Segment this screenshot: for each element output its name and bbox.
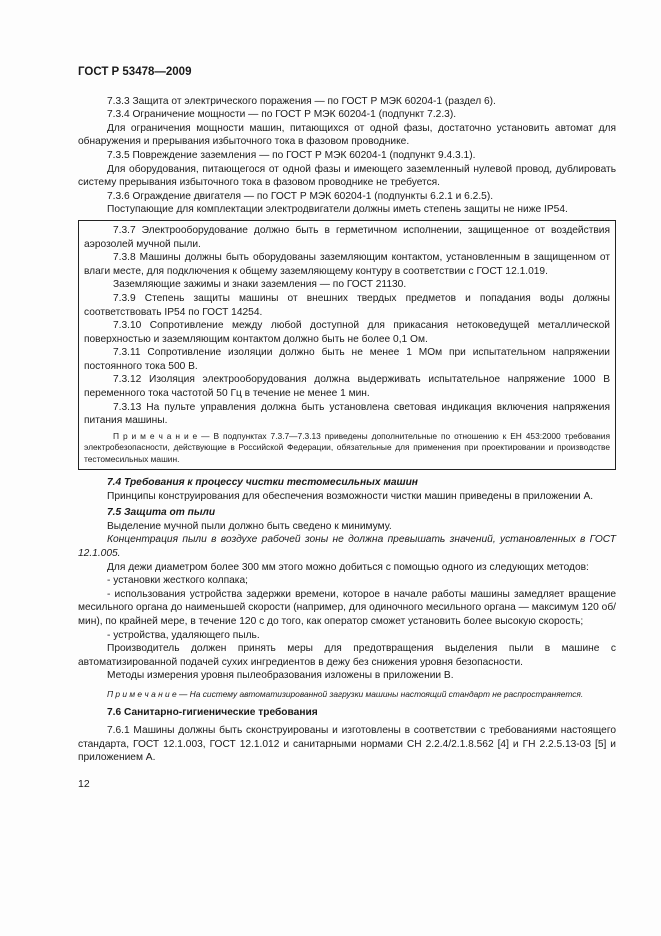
- clause-7-3-3: 7.3.3 Защита от электрического поражения — по ГОСТ Р МЭК 60204-1 (раздел 6).: [107, 95, 496, 107]
- box-note-label: П р и м е ч а н и е: [113, 430, 198, 441]
- clause-7-3-8: 7.3.8 Машины должны быть оборудованы заземляющим контактом, установленным в защищенном от влаги месте, для подключения к общему заземляющему контуру в соответствии с ГОСТ 12.1.019.: [84, 252, 610, 277]
- section-7-5-title: 7.5 Защита от пыли: [107, 507, 216, 519]
- note-text: — На систему автоматизированной загрузки машины настоящий стандарт не распространяется.: [176, 688, 584, 699]
- section-7-5-p3: Для дежи диаметром более 300 мм этого можно добиться с помощью одного из следующих методов:: [107, 561, 589, 573]
- clause-7-3-4-text: Для ограничения мощности машин, питающихся от одной фазы, достаточно установить автомат для обнаружения и прерывания избыточного тока в фазовом проводнике.: [78, 122, 616, 148]
- box-note: [84, 431, 610, 465]
- section-7-4-title: 7.4 Требования к процессу чистки тестомесильных машин: [107, 477, 418, 489]
- list-item: - использования устройства задержки времени, которое в начале работы машины замедляет вращение месильного органа до наименьшей скорости (например, для одиночного месильного органа — максимум 120 об/мин), по крайней мере, в течение 120 с до того, как оператор сможет установить более высокую скорость;: [78, 588, 616, 627]
- section-7-5-p5: Методы измерения уровня пылеобразования изложены в приложении В.: [107, 670, 454, 682]
- section-7-4-text: Принципы конструирования для обеспечения возможности чистки машин приведены в приложении А.: [107, 490, 594, 502]
- clause-7-3-9: 7.3.9 Степень защиты машины от внешних твердых предметов и попадания воды должны соответствовать IP54 по ГОСТ 14254.: [84, 292, 610, 318]
- clause-7-3-5: 7.3.5 Повреждение заземления — по ГОСТ Р МЭК 60204-1 (подпункт 9.4.3.1).: [107, 149, 476, 161]
- list-item: - устройства, удаляющего пыль.: [107, 629, 260, 641]
- clause-7-3-8-grounding: Заземляющие зажимы и знаки заземления — по ГОСТ 21130.: [113, 279, 407, 291]
- note-label: П р и м е ч а н и е: [107, 688, 177, 699]
- section-7-5-p2: Концентрация пыли в воздухе рабочей зоны не должна превышать значений, установленных в ГОСТ 12.1.005.: [78, 534, 616, 560]
- framed-requirements-box: [78, 220, 616, 470]
- document-body: [78, 66, 616, 791]
- document-header: ГОСТ Р 53478—2009: [78, 66, 192, 78]
- clause-7-6-1: 7.6.1 Машины должны быть сконструированы и изготовлены в соответствии с требованиями настоящего стандарта, ГОСТ 12.1.003, ГОСТ 12.1.012 и санитарными нормами СН 2.2.4/2.1.8.562 [4] и ГН 2.2.5.13-03 [5] и приложением А.: [78, 724, 616, 764]
- box-note-text: — В подпунктах 7.3.7—7.3.13 приведены дополнительные по отношению к ЕН 453:2000 требования электробезопасности, действующие в Российской Федерации, обязательные для применения при проектировании и производстве тестомесильных машин.: [84, 430, 611, 464]
- clause-7-3-5-text: Для оборудования, питающегося от одной фазы и имеющего заземленный нулевой провод, дублировать систему прерывания избыточного тока в фазовом проводнике не требуется.: [78, 163, 616, 189]
- section-7-5-p1: Выделение мучной пыли должно быть сведено к минимуму.: [107, 520, 392, 532]
- clause-7-3-7: 7.3.7 Электрооборудование должно быть в герметичном исполнении, защищенное от воздействия аэрозолей мучной пыли.: [84, 224, 610, 250]
- clause-7-3-6-text: Поступающие для комплектации электродвигатели должны иметь степень защиты не ниже IP54.: [107, 204, 568, 216]
- clause-7-3-11: 7.3.11 Сопротивление изоляции должно быть не менее 1 МОм при испытательном напряжении постоянного тока 500 В.: [84, 347, 610, 372]
- section-7-5-p4: Производитель должен принять меры для предотвращения выделения пыли в машине с автоматизированной подачей сухих ингредиентов в дежу без снижения уровня безопасности.: [78, 643, 616, 668]
- list-item: - установки жесткого колпака;: [107, 575, 248, 587]
- clause-7-3-6: 7.3.6 Ограждение двигателя — по ГОСТ Р МЭК 60204-1 (подпункты 6.2.1 и 6.2.5).: [107, 190, 494, 202]
- section-7-6-title: 7.6 Санитарно-гигиенические требования: [107, 707, 318, 719]
- clause-7-3-12: 7.3.12 Изоляция электрооборудования должна выдерживать испытательное напряжение 1000 В переменного тока частотой 50 Гц в течение не менее 1 мин.: [84, 374, 610, 400]
- page-number: 12: [78, 777, 90, 790]
- section-7-5-note: [78, 689, 616, 700]
- clause-7-3-10: 7.3.10 Сопротивление между любой доступной для прикасания нетоковедущей металлической поверхностью и заземляющим контактом должно быть не более 0,1 Ом.: [84, 320, 610, 345]
- clause-7-3-4: 7.3.4 Ограничение мощности — по ГОСТ Р МЭК 60204-1 (подпункт 7.2.3).: [107, 109, 457, 121]
- clause-7-3-13: 7.3.13 На пульте управления должна быть установлена световая индикация включения напряжения питания машины.: [84, 401, 610, 427]
